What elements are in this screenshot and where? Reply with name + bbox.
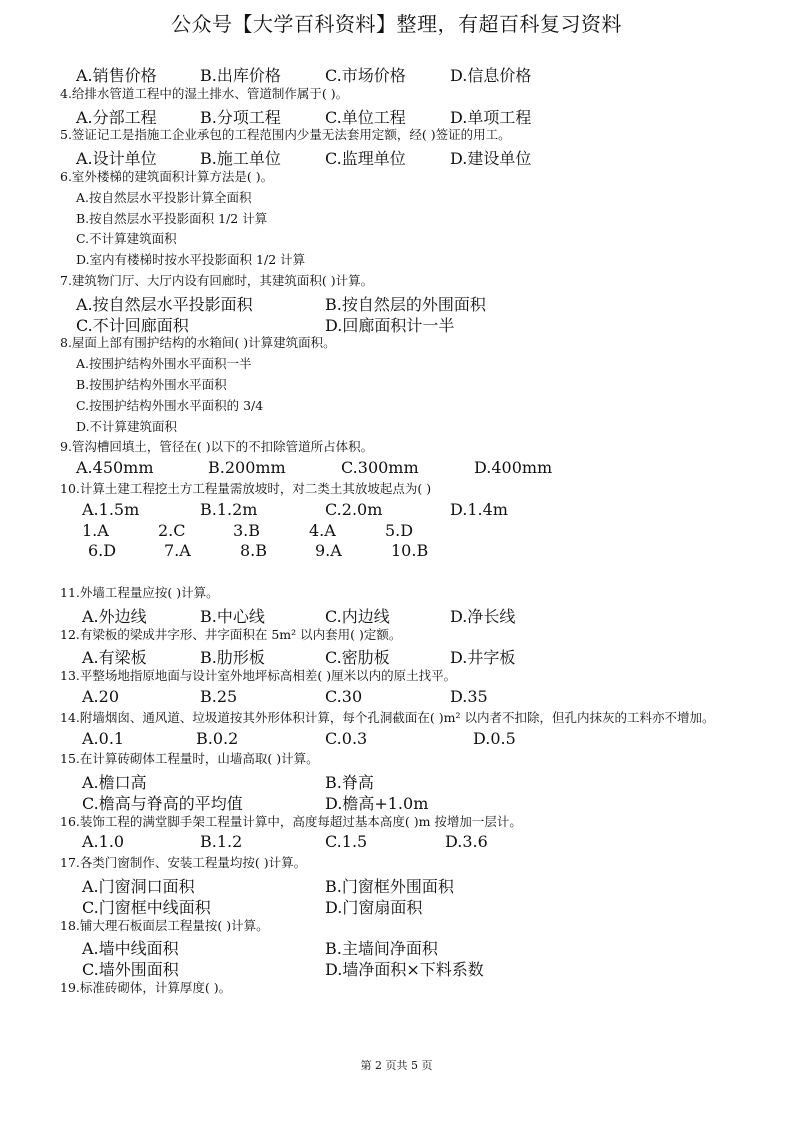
answer: 6.D bbox=[88, 541, 117, 561]
option-d: D.1.4m bbox=[450, 499, 508, 519]
option-d: D.净长线 bbox=[450, 606, 516, 626]
question-18: 18.铺大理石板面层工程量按( )计算。 bbox=[60, 917, 269, 933]
q6-option-a: A.按自然层水平投影计算全面积 bbox=[76, 189, 252, 205]
q8-option-d: D.不计算建筑面积 bbox=[76, 418, 178, 434]
question-7: 7.建筑物门厅、大厅内设有回廊时，其建筑面积( )计算。 bbox=[60, 272, 374, 288]
answer: 7.A bbox=[164, 541, 191, 561]
q11-options bbox=[60, 604, 760, 625]
question-17: 17.各类门窗制作、安装工程量均按( )计算。 bbox=[60, 855, 307, 871]
option-d: D.建设单位 bbox=[450, 149, 532, 169]
answer: 9.A bbox=[315, 541, 342, 561]
option-a: A.设计单位 bbox=[76, 149, 157, 169]
q8-option-c: C.按围护结构外围水平面积的 3/4 bbox=[76, 397, 264, 413]
question-12: 12.有梁板的梁成井字形、井字面积在 5m² 以内套用( )定额。 bbox=[60, 626, 402, 642]
question-list bbox=[60, 63, 760, 999]
q3-options bbox=[60, 63, 760, 84]
answers-row-2 bbox=[60, 541, 760, 562]
option-b: B.主墙间净面积 bbox=[325, 939, 438, 959]
answer: 5.D bbox=[385, 520, 414, 540]
q7-options-row2 bbox=[60, 313, 760, 334]
option-a: A.按自然层水平投影面积 bbox=[76, 294, 253, 314]
q17-options-row1 bbox=[60, 874, 760, 895]
option-b: B.肋形板 bbox=[200, 648, 265, 668]
q8-option-a: A.按围护结构外围水平面积一半 bbox=[76, 356, 252, 372]
option-a: A.檐口高 bbox=[82, 773, 147, 793]
option-d: D.井字板 bbox=[450, 648, 516, 668]
option-c: C.密肋板 bbox=[325, 648, 390, 668]
option-b: B.分项工程 bbox=[200, 107, 281, 127]
answer: 10.B bbox=[391, 541, 429, 561]
option-a: A.450mm bbox=[76, 458, 154, 478]
option-b: B.门窗框外围面积 bbox=[325, 877, 454, 897]
option-d: D.单项工程 bbox=[450, 107, 532, 127]
q15-options-row1 bbox=[60, 770, 760, 791]
question-16: 16.装饰工程的满堂脚手架工程量计算中，高度每超过基本高度( )m 按增加一层计。 bbox=[60, 813, 522, 829]
option-a: A.分部工程 bbox=[76, 107, 157, 127]
page-footer: 第 2 页共 5 页 bbox=[360, 1059, 433, 1072]
option-d: D.400mm bbox=[474, 458, 553, 478]
option-d: D.35 bbox=[450, 686, 488, 706]
option-d: D.信息价格 bbox=[450, 66, 532, 85]
option-c: C.檐高与脊高的平均值 bbox=[82, 793, 243, 813]
option-b: B.1.2 bbox=[200, 832, 243, 852]
option-a: A.1.5m bbox=[82, 499, 140, 519]
option-b: B.0.2 bbox=[196, 728, 239, 748]
option-c: C.不计回廊面积 bbox=[76, 315, 189, 335]
page-header: 公众号【大学百科资料】整理，有超百科复习资料 bbox=[171, 12, 622, 36]
q6-option-d: D.室内有楼梯时按水平投影面积 1/2 计算 bbox=[76, 252, 306, 268]
option-c: C.1.5 bbox=[325, 832, 368, 852]
option-a: A.1.0 bbox=[82, 832, 125, 852]
option-a: A.0.1 bbox=[82, 728, 125, 748]
option-b: B.25 bbox=[200, 686, 238, 706]
option-b: B.200mm bbox=[208, 458, 286, 478]
q12-options bbox=[60, 645, 760, 666]
option-c: C.30 bbox=[325, 686, 363, 706]
option-a: A.墙中线面积 bbox=[82, 939, 179, 959]
q16-options bbox=[60, 832, 760, 853]
question-13: 13.平整场地指原地面与设计室外地坪标高相差( )厘米以内的原土找平。 bbox=[60, 668, 457, 684]
q10-options bbox=[60, 500, 760, 521]
option-d: D.0.5 bbox=[473, 728, 516, 748]
question-14: 14.附墙烟囱、通风道、垃圾道按其外形体积计算，每个孔洞截面在( )m² 以内者不扣除，但孔内抹灰的工料亦不增加。 bbox=[60, 709, 715, 725]
q4-options bbox=[60, 105, 760, 126]
option-a: A.20 bbox=[82, 686, 119, 706]
option-a: A.门窗洞口面积 bbox=[82, 877, 195, 897]
q14-options bbox=[60, 729, 760, 750]
q6-option-c: C.不计算建筑面积 bbox=[76, 231, 177, 247]
answers-row-1 bbox=[60, 521, 760, 542]
option-b: B.施工单位 bbox=[200, 149, 281, 169]
option-d: D.门窗扇面积 bbox=[325, 897, 423, 917]
q17-options-row2 bbox=[60, 895, 760, 916]
question-5: 5.签证记工是指施工企业承包的工程范围内少量无法套用定额，经( )签证的用工。 bbox=[60, 127, 511, 143]
answer: 3.B bbox=[233, 520, 261, 540]
option-a: A.销售价格 bbox=[76, 66, 157, 85]
q8-option-b: B.按围护结构外围水平面积 bbox=[76, 376, 227, 392]
option-c: C.内边线 bbox=[325, 606, 390, 626]
question-8: 8.屋面上部有围护结构的水箱间( )计算建筑面积。 bbox=[60, 335, 336, 351]
option-c: C.市场价格 bbox=[325, 66, 406, 85]
option-c: C.0.3 bbox=[325, 728, 368, 748]
option-c: C.单位工程 bbox=[325, 107, 406, 127]
option-b: B.脊高 bbox=[325, 773, 374, 793]
answer: 4.A bbox=[309, 520, 336, 540]
q13-options bbox=[60, 687, 760, 708]
option-b: B.出库价格 bbox=[200, 66, 281, 85]
answer: 2.C bbox=[158, 520, 186, 540]
q6-option-b: B.按自然层水平投影面积 1/2 计算 bbox=[76, 210, 268, 226]
option-c: C.门窗框中线面积 bbox=[82, 897, 211, 917]
option-c: C.300mm bbox=[341, 458, 419, 478]
question-10: 10.计算土建工程挖土方工程量需放坡时，对二类土其放坡起点为( ) bbox=[60, 480, 432, 496]
option-d: D.墙净面积×下料系数 bbox=[325, 960, 484, 980]
answer: 8.B bbox=[240, 541, 268, 561]
q15-options-row2 bbox=[60, 791, 760, 812]
question-11: 11.外墙工程量应按( )计算。 bbox=[60, 584, 219, 600]
q18-options-row1 bbox=[60, 936, 760, 957]
question-4: 4.给排水管道工程中的湿土排水、管道制作属于( )。 bbox=[60, 85, 349, 101]
option-a: A.外边线 bbox=[82, 606, 147, 626]
q7-options-row1 bbox=[60, 292, 760, 313]
question-6: 6.室外楼梯的建筑面积计算方法是( )。 bbox=[60, 168, 274, 184]
q5-options bbox=[60, 146, 760, 167]
question-19: 19.标准砖砌体，计算厚度( )。 bbox=[60, 980, 232, 996]
option-d: D.回廊面积计一半 bbox=[325, 315, 455, 335]
option-c: C.监理单位 bbox=[325, 149, 406, 169]
q9-options bbox=[60, 458, 760, 479]
question-15: 15.在计算砖砌体工程量时，山墙高取( )计算。 bbox=[60, 751, 319, 767]
option-c: C.2.0m bbox=[325, 499, 383, 519]
option-d: D.檐高+1.0m bbox=[325, 793, 429, 813]
option-c: C.墙外围面积 bbox=[82, 960, 179, 980]
answer: 1.A bbox=[82, 520, 109, 540]
option-b: B.1.2m bbox=[200, 499, 258, 519]
option-d: D.3.6 bbox=[445, 832, 488, 852]
q18-options-row2 bbox=[60, 957, 760, 978]
question-9: 9.管沟槽回填土，管径在( )以下的不扣除管道所占体积。 bbox=[60, 439, 374, 455]
option-b: B.中心线 bbox=[200, 606, 265, 626]
option-b: B.按自然层的外围面积 bbox=[325, 294, 486, 314]
option-a: A.有梁板 bbox=[82, 648, 147, 668]
